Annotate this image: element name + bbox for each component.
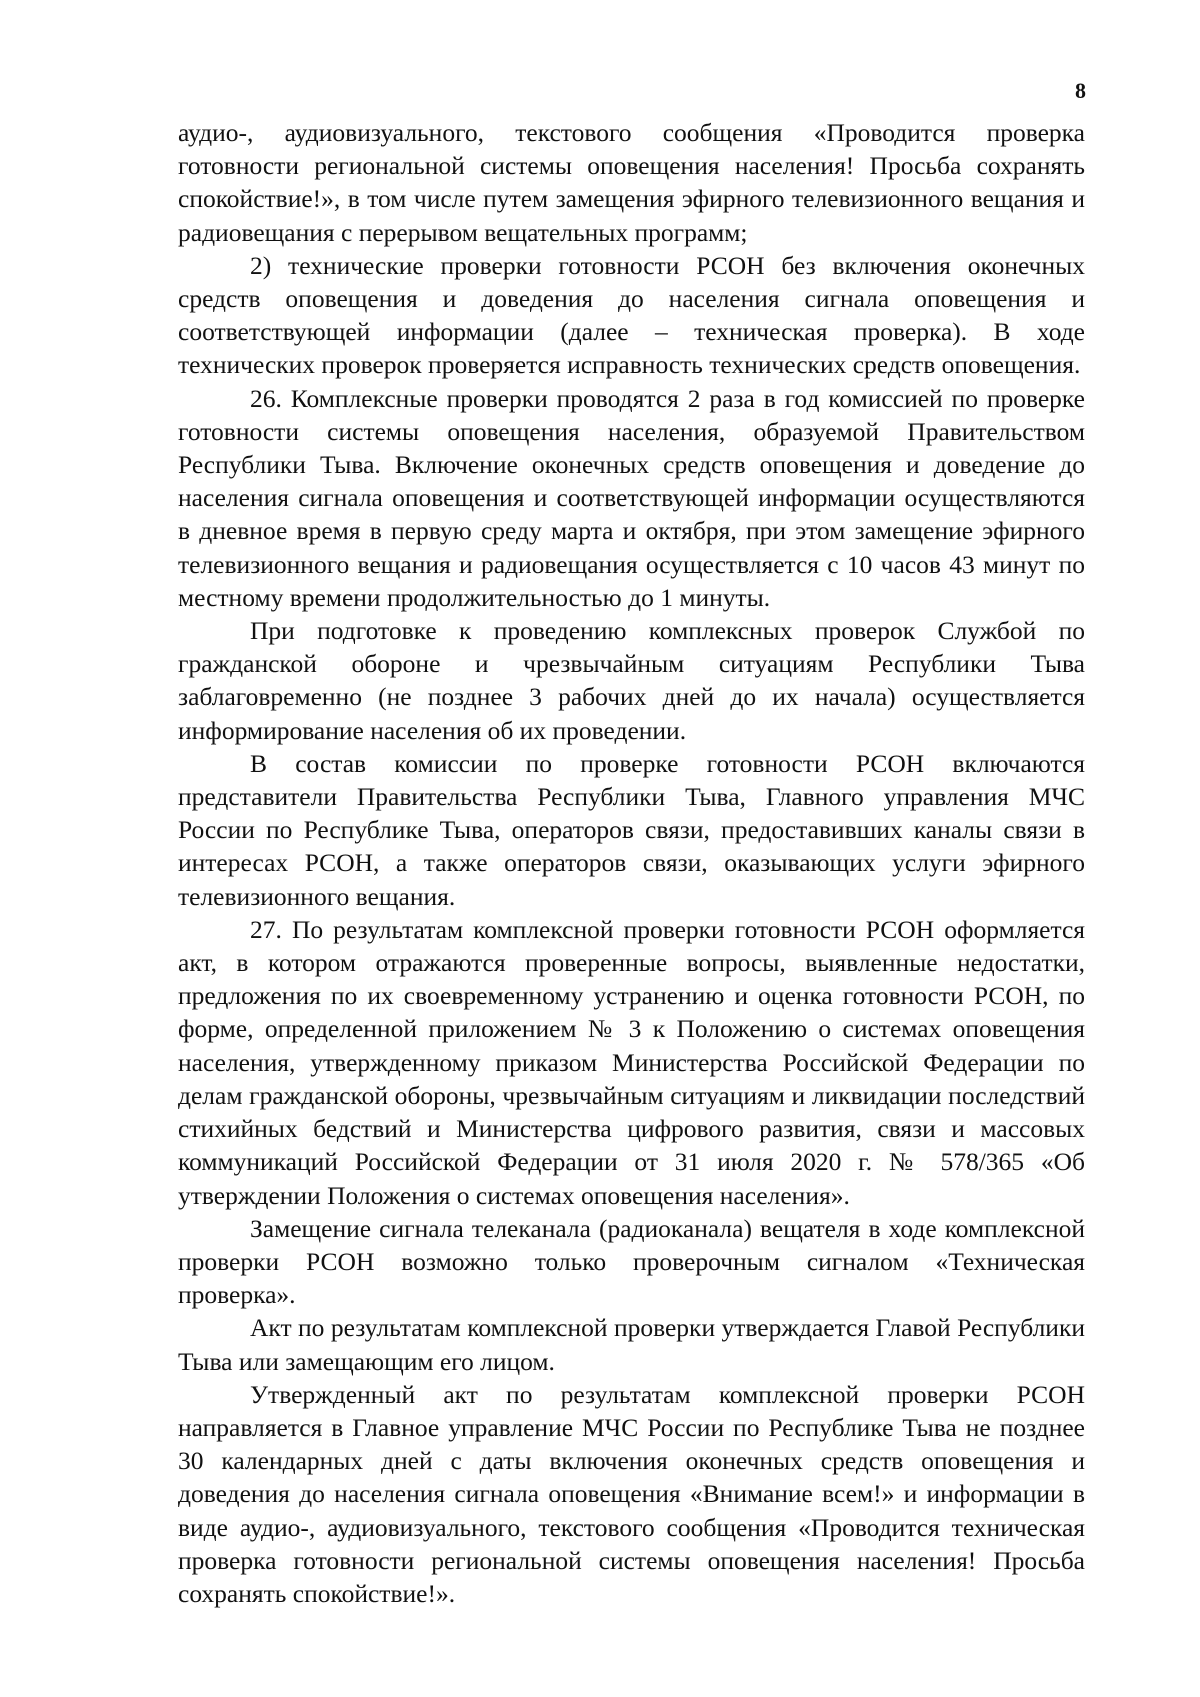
paragraph: 27. По результатам комплексной проверки готовности РСОН оформляется акт, в котором отражаются проверенные вопросы, выявленные недостатки, предложения по их своевременному устранению и оценка готовности РСОН, по форме, определенной приложением № 3 к Положению о системах оповещения населения, утвержденному приказом Министерства Российской Федерации по делам гражданской обороны, чрезвычайным ситуациям и ликвидации последствий стихийных бедствий и Министерства цифрового развития, связи и массовых коммуникаций Российской Федерации от 31 июля 2020 г. № 578/365 «Об утверждении Положения о системах оповещения населения». xyxy=(178,914,1085,1210)
paragraph: Замещение сигнала телеканала (радиоканала) вещателя в ходе комплексной проверки РСОН возможно только проверочным сигналом «Техническая проверка». xyxy=(178,1213,1085,1310)
paragraph: аудио-, аудиовизуального, текстового сообщения «Проводится проверка готовности региональной системы оповещения населения! Просьба сохранять спокойствие!», в том числе путем замещения эфирного телевизионного вещания и радиовещания с перерывом вещательных программ; xyxy=(178,118,1085,247)
paragraph: 26. Комплексные проверки проводятся 2 раза в год комиссией по проверке готовности системы оповещения населения, образуемой Правительством Республики Тыва. Включение оконечных средств оповещения и доведение до населения сигнала оповещения и соответствующей информации осуществляются в дневное время в первую среду марта и октября, при этом замещение эфирного телевизионного вещания и радиовещания осуществляется с 10 часов 43 минут по местному времени продолжительностью до 1 минуты. xyxy=(178,383,1085,612)
paragraph: 2) технические проверки готовности РСОН без включения оконечных средств оповещения и доведения до населения сигнала оповещения и соответствующей информации (далее – техническая проверка). В ходе технических проверок проверяется исправность технических средств оповещения. xyxy=(178,250,1085,380)
paragraph: При подготовке к проведению комплексных проверок Службой по гражданской обороне и чрезвычайным ситуациям Республики Тыва заблаговременно (не позднее 3 рабочих дней до их начала) осуществляется информирование населения об их проведении. xyxy=(178,616,1085,745)
document-body xyxy=(178,116,1085,1610)
page-number: 8 xyxy=(1075,78,1086,103)
paragraph: Акт по результатам комплексной проверки утверждается Главой Республики Тыва или замещающим его лицом. xyxy=(178,1313,1085,1376)
paragraph: В состав комиссии по проверке готовности РСОН включаются представители Правительства Республики Тыва, Главного управления МЧС России по Республике Тыва, операторов связи, предоставивших каналы связи в интересах РСОН, а также операторов связи, оказывающих услуги эфирного телевизионного вещания. xyxy=(178,748,1085,911)
paragraph: Утвержденный акт по результатам комплексной проверки РСОН направляется в Главное управление МЧС России по Республике Тыва не позднее 30 календарных дней с даты включения оконечных средств оповещения и доведения до населения сигнала оповещения «Внимание всем!» и информации в виде аудио-, аудиовизуального, текстового сообщения «Проводится техническая проверка готовности региональной системы оповещения населения! Просьба сохранять спокойствие!». xyxy=(178,1379,1085,1608)
